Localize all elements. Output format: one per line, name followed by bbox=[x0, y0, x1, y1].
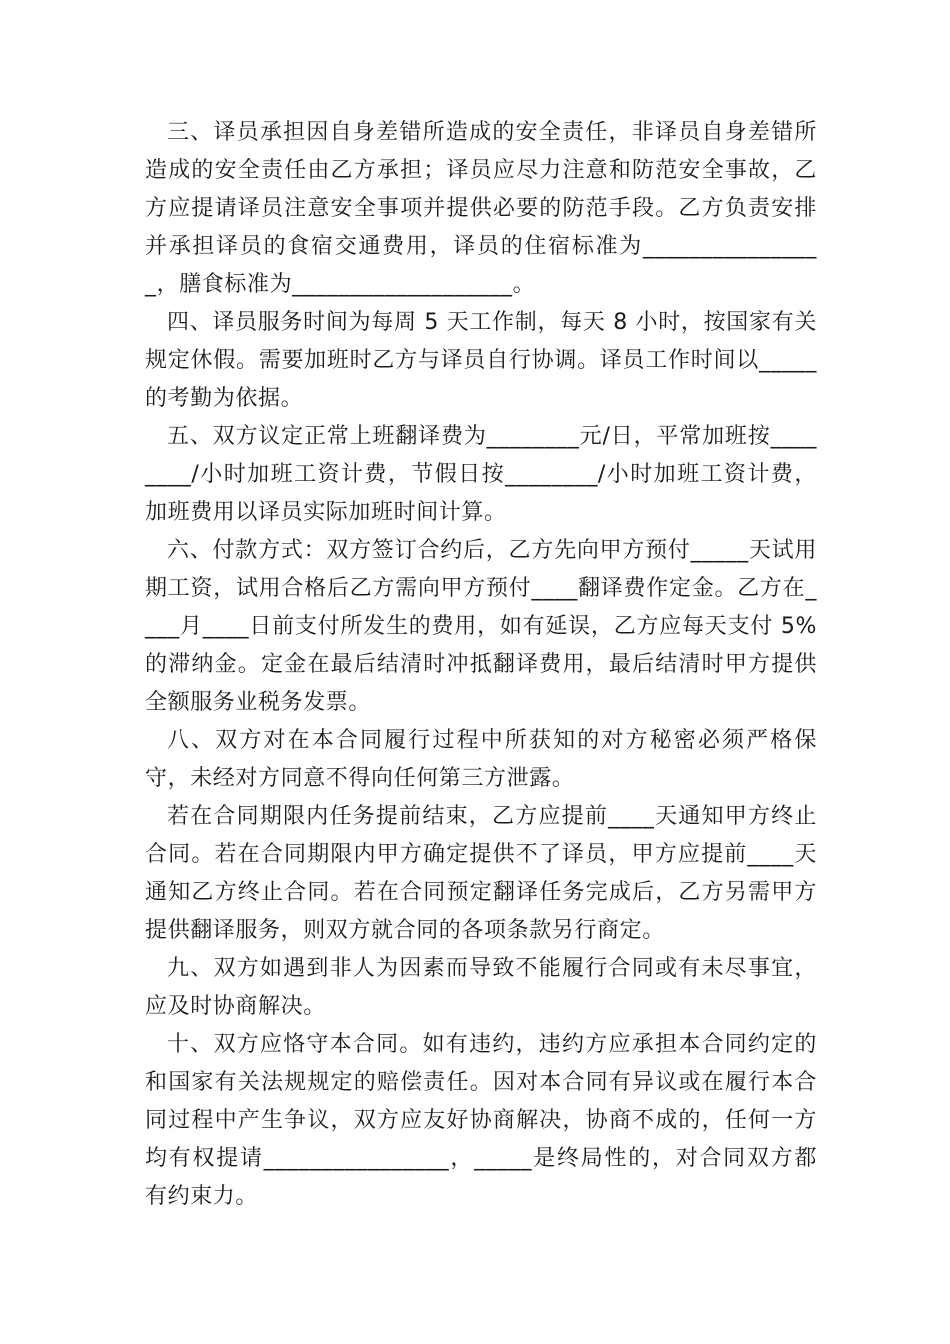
paragraph-clause-9: 九、双方如遇到非人为因素而导致不能履行合同或有未尽事宜，应及时协商解决。 bbox=[145, 956, 817, 1019]
document-body bbox=[145, 114, 817, 1216]
paragraph-clause-3: 三、译员承担因自身差错所造成的安全责任，非译员自身差错所造成的安全责任由乙方承担；译员应尽力注意和防范安全事故，乙方应提请译员注意安全事项并提供必要的防范手段。乙方负责安排并承担译员的食宿交通费用，译员的住宿标准为________________，膳食标准为___________________。 bbox=[145, 120, 817, 297]
paragraph-clause-8: 八、双方对在本合同履行过程中所获知的对方秘密必须严格保守，未经对方同意不得向任何第三方泄露。 bbox=[145, 728, 817, 791]
paragraph-clause-5: 五、双方议定正常上班翻译费为________元/日，平常加班按________/小时加班工资计费，节假日按________/小时加班工资计费，加班费用以译员实际加班时间计算。 bbox=[145, 424, 817, 525]
paragraph-clause-4: 四、译员服务时间为每周 5 天工作制，每天 8 小时，按国家有关规定休假。需要加班时乙方与译员自行协调。译员工作时间以_____的考勤为依据。 bbox=[145, 310, 817, 411]
paragraph-clause-10: 十、双方应恪守本合同。如有违约，违约方应承担本合同约定的和国家有关法规规定的赔偿责任。因对本合同有异议或在履行本合同过程中产生争议，双方应友好协商解决，协商不成的，任何一方均有权提请________________，_____是终局性的，对合同双方都有约束力。 bbox=[145, 1032, 817, 1209]
paragraph-early-termination: 若在合同期限内任务提前结束，乙方应提前____天通知甲方终止合同。若在合同期限内甲方确定提供不了译员，甲方应提前____天通知乙方终止合同。若在合同预定翻译任务完成后，乙方另需甲方提供翻译服务，则双方就合同的各项条款另行商定。 bbox=[145, 804, 817, 943]
paragraph-clause-6: 六、付款方式：双方签订合约后，乙方先向甲方预付_____天试用期工资，试用合格后乙方需向甲方预付____翻译费作定金。乙方在____月____日前支付所发生的费用，如有延误，乙方应每天支付 5%的滞纳金。定金在最后结清时冲抵翻译费用，最后结清时甲方提供全额服务业税务发票。 bbox=[145, 538, 817, 715]
